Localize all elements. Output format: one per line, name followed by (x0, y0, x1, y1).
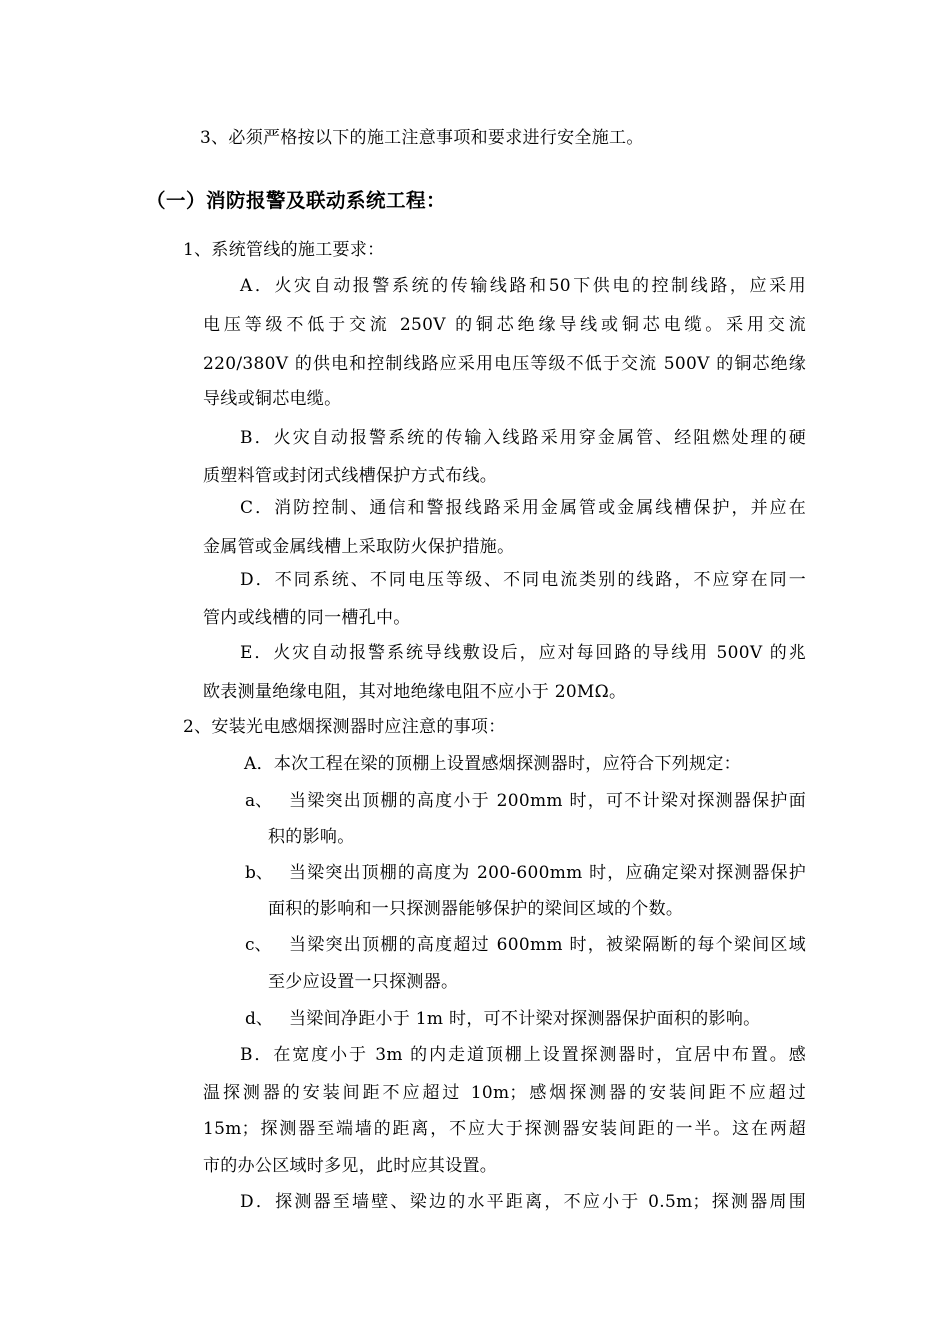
item2-b-marker: b、 (245, 863, 273, 883)
item2-d-line-1: 当梁间净距小于 1m 时，可不计梁对探测器保护面积的影响。 (289, 1009, 761, 1029)
item2-D-line: D．探测器至墙壁、梁边的水平距离，不应小于 0.5m；探测器周围 (240, 1192, 806, 1212)
intro-line: 3、必须严格按以下的施工注意事项和要求进行安全施工。 (200, 128, 644, 148)
item2-a-marker: a、 (245, 791, 273, 811)
item1-A-line-3: 220/380V 的供电和控制线路应采用电压等级不低于交流 500V 的铜芯绝缘 (203, 354, 806, 374)
section-heading: （一）消防报警及联动系统工程： (146, 189, 447, 212)
item2-a-line-2: 积的影响。 (268, 827, 355, 847)
item2-B-line-4: 市的办公区域时多见，此时应其设置。 (203, 1156, 498, 1176)
item1-E-line-1: E．火灾自动报警系统导线敷设后，应对每回路的导线用 500V 的兆 (240, 643, 806, 663)
item1-title: 1、系统管线的施工要求： (183, 240, 385, 260)
item1-D-line-2: 管内或线槽的同一槽孔中。 (203, 608, 411, 628)
item1-C-line-1: C．消防控制、通信和警报线路采用金属管或金属线槽保护，并应在 (240, 498, 806, 518)
item1-A-line-2: 电压等级不低于交流 250V 的铜芯绝缘导线或铜芯电缆。采用交流 (203, 315, 806, 335)
item2-c-line-1: 当梁突出顶棚的高度超过 600mm 时，被梁隔断的每个梁间区域 (289, 935, 806, 955)
item1-E-line-2: 欧表测量绝缘电阻，其对地绝缘电阻不应小于 20MΩ。 (203, 682, 627, 702)
item2-c-marker: c、 (245, 935, 272, 955)
item1-D-line-1: D．不同系统、不同电压等级、不同电流类别的线路，不应穿在同一 (240, 570, 806, 590)
item2-b-line-2: 面积的影响和一只探测器能够保护的梁间区域的个数。 (268, 899, 684, 919)
item2-b-line-1: 当梁突出顶棚的高度为 200-600mm 时，应确定梁对探测器保护 (289, 863, 806, 883)
item2-B-line-1: B．在宽度小于 3m 的内走道顶棚上设置探测器时，宜居中布置。感 (240, 1045, 806, 1065)
item2-B-line-2: 温探测器的安装间距不应超过 10m；感烟探测器的安装间距不应超过 (203, 1083, 806, 1103)
item2-d-marker: d、 (245, 1009, 273, 1029)
item1-B-line-2: 质塑料管或封闭式线槽保护方式布线。 (203, 466, 498, 486)
item2-A-line: A．本次工程在梁的顶棚上设置感烟探测器时，应符合下列规定： (244, 754, 741, 774)
item1-A-line-4: 导线或铜芯电缆。 (203, 389, 342, 409)
item1-C-line-2: 金属管或金属线槽上采取防火保护措施。 (203, 537, 515, 557)
item2-a-line-1: 当梁突出顶棚的高度小于 200mm 时，可不计梁对探测器保护面 (289, 791, 806, 811)
item1-B-line-1: B．火灾自动报警系统的传输入线路采用穿金属管、经阻燃处理的硬 (240, 428, 806, 448)
item1-A-line-1: A．火灾自动报警系统的传输线路和50下供电的控制线路，应采用 (240, 276, 806, 296)
item2-B-line-3: 15m；探测器至端墙的距离，不应大于探测器安装间距的一半。这在两超 (203, 1119, 806, 1139)
item2-c-line-2: 至少应设置一只探测器。 (268, 972, 459, 992)
item2-title: 2、安装光电感烟探测器时应注意的事项： (183, 717, 506, 737)
